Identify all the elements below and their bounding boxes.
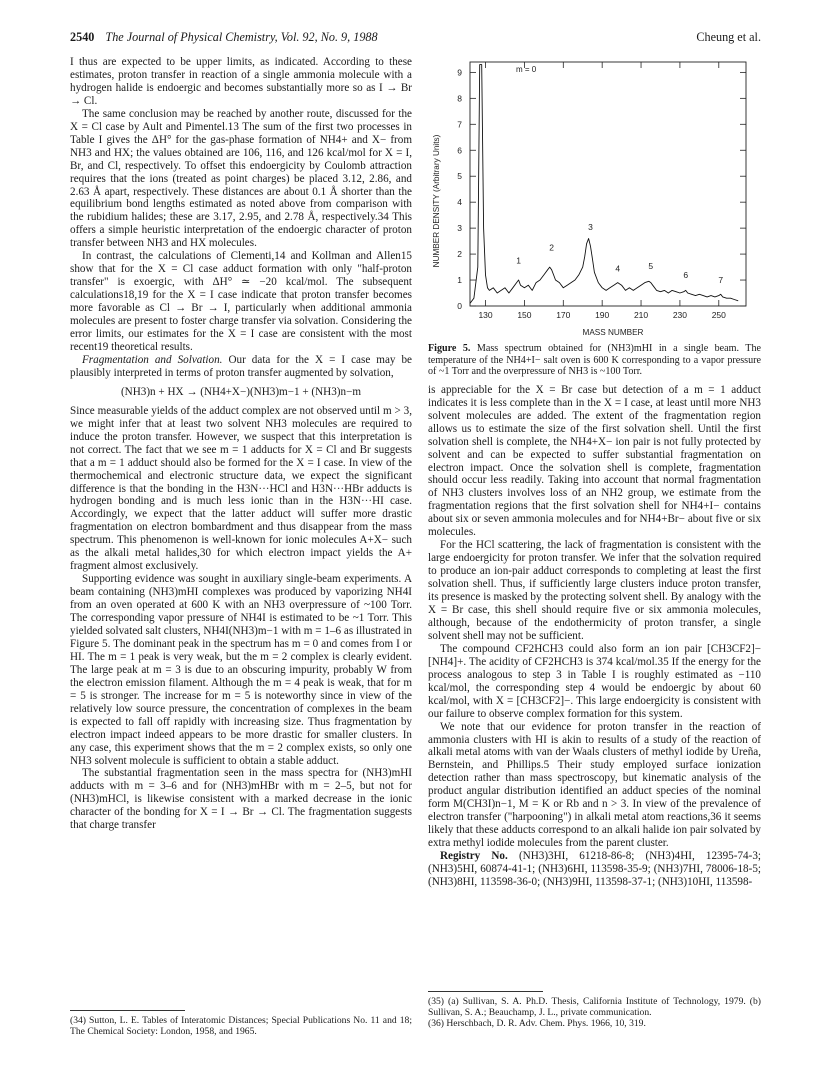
y-tick-label: 2 xyxy=(457,249,462,260)
footnote-rule xyxy=(428,991,543,992)
registry-text: (NH3)3HI, 61218-86-8; (NH3)4HI, 12395-74-3; (NH3)5HI, 60874-41-1; (NH3)6HI, 113598-35-9; (NH3)7HI, 78006-18-5; (NH3)8HI, 113598-36-0; (NH3)9HI, 113598-37-1; (NH3)10HI, 113598- xyxy=(428,850,761,888)
x-tick-label: 210 xyxy=(633,310,649,320)
peak-label: 4 xyxy=(615,263,621,274)
paragraph: is appreciable for the X = Br case but detection of a m = 1 adduct indicates it is less complete than in the X = I case, at least until more NH3 solvent molecules are added. The extent of the fragmentation region allows us to estimate the size of the first solvation shell. Until the first solvation shell is complete, the NH4+X− ion pair is not fully protected by solvent and can be expected to suffer substantial fragmentation on electron impact. Once the solvation shell is complete, fragmentation should occur less readily. Taking into account that normal fragmentation of NH3 clusters involves loss of an NH2 group, we estimate from the fragmentation regions that the first solvation shell for NH4+I− contains about six or seven ammonia molecules and for NH4+Br− about five or six molecules. xyxy=(428,383,761,539)
paragraph: The substantial fragmentation seen in the mass spectra for (NH3)mHI adducts with m = 3–6 and for (NH3)mHBr with m = 2–5, but not for (NH3)mHCl, is likewise consistent with a marked decrease in the ionic character of the bonding for X = I → Br → Cl. The fragmentation suggests that charge transfer xyxy=(70,767,412,832)
section-title: Fragmentation and Solvation. xyxy=(82,353,223,366)
left-column xyxy=(70,56,412,832)
header-authors: Cheung et al. xyxy=(696,30,761,44)
figure-caption xyxy=(428,343,761,378)
figure-5 xyxy=(428,56,761,341)
paragraph: The compound CF2HCH3 could also form an ion pair [CH3CF2]−[NH4]+. The acidity of CF2HCH3 is 374 kcal/mol.35 If the energy for the process analogous to step 3 in Table I is roughly estimated as −110 kcal/mol, the corresponding step 4 would be endoergic by about 60 kcal/mol, with X = [CH3CF2]−. This large endoergicity is consistent with our failure to observe complex formation for this system. xyxy=(428,642,761,720)
paragraph-text: Our data for the X = I case may be plausibly interpreted in terms of proton transfer augmented by solvation, xyxy=(70,353,412,379)
y-tick-label: 9 xyxy=(457,67,462,78)
x-tick-label: 190 xyxy=(595,310,610,320)
peak-label: 3 xyxy=(588,221,593,232)
y-tick-label: 6 xyxy=(457,145,462,156)
equation: (NH3)n + HX → (NH4+X−)(NH3)m−1 + (NH3)n−m xyxy=(120,385,362,398)
caption-label: Figure 5. xyxy=(428,343,471,354)
right-column xyxy=(428,56,761,889)
paragraph: For the HCl scattering, the lack of fragmentation is consistent with the large endoergicity for proton transfer. We infer that the solvation required to produce an ion-pair adduct corresponds to completing at least the first solvation shell. Thus, if sufficiently large clusters induce proton transfer, its presence is masked by the protecting solvent shell. By analogy with the X = Br case, this shell should require five or six ammonia molecules, although, because of the endothermicity of proton transfer, a single solvent shell may not be sufficient. xyxy=(428,539,761,642)
footnote-rule xyxy=(70,1010,185,1011)
y-tick-label: 5 xyxy=(457,171,462,182)
journal-citation: The Journal of Physical Chemistry, Vol. 92, No. 9, 1988 xyxy=(105,30,378,44)
page-header xyxy=(70,30,761,48)
plot-frame xyxy=(470,62,746,306)
paragraph: The same conclusion may be reached by another route, discussed for the X = Cl case by Ault and Pimentel.13 The sum of the first two processes in Table I gives the ΔH° for the gas-phase formation of NH4+ and X− from NH3 and HX; the values obtained are 106, 116, and 126 kcal/mol for X = I, Br, and Cl, respectively. To offset this endoergicity by Coulomb attraction requires that the ions (treated as point charges) be placed 3.12, 2.86, and 2.63 Å apart, respectively. These distances are about 0.1 Å shorter than the equilibrium bond lengths estimated as noted above from comparison with the rubidium halides; these are 3.17, 2.95, and 2.78 Å, respectively.34 This offers a simple heuristic interpretation of the endoergic character of proton transfer between NH3 and HX molecules. xyxy=(70,107,412,250)
caption-text: Mass spectrum obtained for (NH3)mHI in a single beam. The temperature of the NH4+I− salt oven is 600 K corresponding to a vapor pressure of ~1 Torr and the overpressure of NH3 is ~100 Torr. xyxy=(428,343,761,378)
paragraph: Since measurable yields of the adduct complex are not observed until m > 3, we might infer that at least two solvent NH3 molecules are required to induce the proton transfer. However, we suspect that this interpretation is not correct. The fact that we see m = 1 adducts for X = Cl and Br suggests that a m = 1 adduct should also be formed for the X = I case. In view of the thermochemical and electronic structure data, we expect the significant difference is that the bonding in the H3N···HCl and H3N···HBr adducts is hydrogen bonding and is much less ionic than in the H3N···HI case. Accordingly, we expect that the latter adduct will suffer more drastic fragmentation on electron bombardment and thus disappear from the mass spectrum. This phenomenon is well-known for ionic molecules A+X− such as the alkali metal halides,30 for which electron impact yields the A+ fragment almost exclusively. xyxy=(70,404,412,573)
registry-numbers xyxy=(428,850,761,889)
y-tick-label: 0 xyxy=(457,301,462,311)
y-tick-label: 7 xyxy=(457,119,462,130)
header-left xyxy=(70,30,378,48)
y-tick-label: 3 xyxy=(457,223,462,234)
peak-label: 6 xyxy=(683,269,689,280)
y-tick-label: 4 xyxy=(457,197,462,208)
x-axis-label: MASS NUMBER xyxy=(582,328,644,337)
y-axis-label: NUMBER DENSITY (Arbitrary Units) xyxy=(432,134,441,268)
footnotes-right xyxy=(428,991,761,1029)
y-tick-label: 8 xyxy=(457,93,462,104)
paragraph-fragmentation xyxy=(70,354,412,380)
paragraph: Supporting evidence was sought in auxiliary single-beam experiments. A beam containing (NH3)mHI complexes was produced by vaporizing NH4I from an oven operated at 600 K with an NH3 overpressure of ~100 Torr. The corresponding vapor pressure of NH4I is estimated to be ~1 Torr. This yielded solvated salt clusters, NH4I(NH3)m−1 with m = 1–6 as illustrated in Figure 5. The dominant peak in the spectrum has m = 0 and comes from I or HI. The m = 1 peak is very weak, but the m = 2 complex is clearly evident. The large peak at m = 3 is due to an obscuring impurity, probably W from the electron emission filament. Although the m = 4 peak is weak, that for m = 5 is stronger. The increase for m = 5 is noteworthy since in view of the relatively low source pressure, the concentration of complexes in the beam is expected to fall off rapidly with increasing size. Thus fragmentation by electron impact indeed appears to be more drastic for smaller clusters. In any case, this experiment shows that the m = 2 complex exists, so only one NH3 solvent molecule is sufficient to obtain a stable adduct. xyxy=(70,573,412,767)
peak-label: 2 xyxy=(549,242,555,253)
peak-label: 7 xyxy=(718,275,724,286)
footnote-36: (36) Herschbach, D. R. Adv. Chem. Phys. 1966, 10, 319. xyxy=(428,1018,646,1029)
x-tick-label: 250 xyxy=(711,310,726,320)
x-tick-label: 130 xyxy=(478,310,493,320)
x-tick-label: 170 xyxy=(556,310,571,320)
y-tick-label: 1 xyxy=(457,275,462,286)
paragraph: In contrast, the calculations of Clementi,14 and Kollman and Allen15 show that for the X = Cl case adduct formation with only "half-proton transfer" is exoergic, with ΔH° ≃ −20 kcal/mol. The subsequent calculations18,19 for the X = I case indicate that proton transfer becomes more favorable as Cl → Br → I, particularly when additional ammonia molecules are present to foster charge transfer via solvation. Considering the error limits, our estimates for the X = I case are consistent with the most recent19 theoretical results. xyxy=(70,250,412,353)
paragraph: I thus are expected to be upper limits, as indicated. According to these estimates, proton transfer in reaction of a single ammonia molecule with a hydrogen halide is endoergic and becomes substantially more so as I → Br → Cl. xyxy=(70,56,412,107)
paragraph: We note that our evidence for proton transfer in the reaction of ammonia clusters with HI is akin to results of a study of the reaction of alkali metal atoms with van der Waals clusters of methyl iodide by Ureña, Bernstein, and Phillips.5 Their study employed surface ionization detection rather than mass spectroscopy, but kinematic analysis of the product angular distribution identified an adduct species of the nominal form M(CH3I)n−1, M = K or Rb and n > 3. In view of the prevalence of electron transfer ("harpooning") in alkali metal atom reactions,36 it seems likely that these adducts correspond to an alkali halide ion pair solvated by extra methyl iodide molecules from the parent cluster. xyxy=(428,720,761,850)
mass-spectrum-chart xyxy=(428,56,761,341)
x-tick-label: 230 xyxy=(672,310,688,320)
page-number: 2540 xyxy=(70,30,95,44)
spectrum-line xyxy=(470,65,738,304)
peak-label: 5 xyxy=(648,260,654,271)
footnote-35: (35) (a) Sullivan, S. A. Ph.D. Thesis, California Institute of Technology, 1979. (b) Sullivan, S. A.; Beauchamp, J. L., private communication. xyxy=(428,996,761,1018)
x-tick-label: 150 xyxy=(517,310,532,320)
footnote-34: (34) Sutton, L. E. Tables of Interatomic Distances; Special Publications No. 11 and 18; The Chemical Society: London, 1958, and 1965. xyxy=(70,1015,412,1037)
inset-label: m = 0 xyxy=(516,65,537,74)
footnotes-left xyxy=(70,1010,412,1037)
registry-label: Registry No. xyxy=(440,850,508,863)
peak-label: 1 xyxy=(516,255,521,266)
